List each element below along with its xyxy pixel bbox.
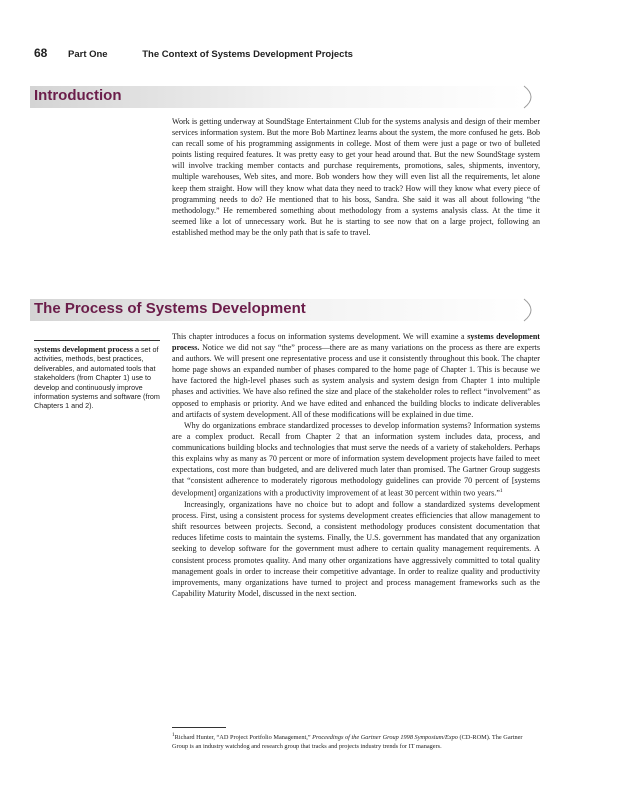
process-paragraph-1 [172,331,540,420]
footnote-text-after: (CD-ROM). The Gartner Group is an industry watchdog and research group that tracks and projects industry trends for IT managers. [172,734,523,750]
part-label: Part One [68,49,108,60]
process-heading-band [30,297,540,323]
p1-text-before: This chapter introduces a focus on information systems development. We will examine a [172,332,468,341]
section-heading-process: The Process of Systems Development [34,300,306,317]
footnote-reference: 1 [499,488,503,495]
key-term-systems-development-process: systems development process. [172,332,540,353]
p2-text: Why do organizations embrace standardized processes to develop information systems? Information systems are a complex product. Recall from Chapter 2 that an information system includes data, process, and communications building blocks and technologies that must serve the needs of a variety of stakeholders. Perhaps this explains why as many as 70 percent or more of information system development projects have failed to meet expectations, cost more than budgeted, and are delivered much later than promised. The Gartner Group suggests that “consistent adherence to moderately rigorous methodology guidelines can provide 70 percent of [systems development] organizations with a productivity improvement of at least 30 percent within two years.” [172,420,540,498]
chapter-title: The Context of Systems Development Projects [142,49,353,60]
process-paragraph-2 [172,420,540,499]
glossary-term: systems development process [34,345,133,354]
running-head [34,46,353,60]
footnote-divider [172,727,226,728]
section-heading-introduction: Introduction [34,87,122,104]
glossary-definition: a set of activities, methods, best practices, deliverables, and automated tools that stakeholders (from Chapter 1) use to develop and continuously improve information systems and software (from Chapters 1 and 2). [34,345,160,411]
footnote-text-before: Richard Hunter, “AD Project Portfolio Management,” [174,734,313,742]
margin-glossary [34,340,160,411]
footnote [172,731,532,752]
footnote-italic-title: Proceedings of the Gartner Group 1998 Symposium/Expo [312,734,458,742]
p1-text-after: Notice we did not say “the” process—there are as many variations on the process as there are experts and authors. We will present one representative process and use it consistently throughout this book. The chapter home page shows an expanded number of phases compared to the home page of Chapter 1. This is because we have factored the high-level phases such as system analysis and system design from Chapter 1 into multiple phases and activities. We have also refined the size and place of the stakeholder roles to reflect “involvement” as opposed to emphasis or priority. And we have edited and enhanced the building blocks to indicate deliverables and artifacts of system development. All of these modifications will be explained in due time. [172,343,540,419]
page-number: 68 [34,46,48,60]
process-body [172,331,540,599]
process-paragraph-3: Increasingly, organizations have no choice but to adopt and follow a standardized systems development process. First, using a consistent process for systems development creates efficiencies that allow management to shift resources between projects. Second, a consistent methodology produces consistent documentation that reduces lifetime costs to maintain the systems. Finally, the U.S. government has mandated that any organization seeking to develop software for the government must adhere to certain quality management requirements. A consistent process promotes quality. And many other organizations have aggressively committed to total quality management goals in order to increase their competitive advantage. In order to realize quality and productivity improvements, many organizations have turned to project and process management frameworks such as the Capability Maturity Model, discussed in the next section. [172,500,540,598]
intro-heading-band [30,84,540,110]
intro-body [172,116,540,238]
intro-paragraph: Work is getting underway at SoundStage Entertainment Club for the systems analysis and design of their member services information system. But the more Bob Martinez learns about the system, the more confused he gets. Bob can recall some of his programming assignments in college. Most of them were just a page or two of bulleted points listing required features. It was pretty easy to get your head around that. But the new SoundStage system will involve tracking member contacts and purchase requirements, promotions, sales, shipments, inventory, multiple warehouses, Web sites, and more. Bob wonders how they will even list all the requirements, let alone keep them straight. How will they know what data they need to track? How will they know what every piece of programming needs to do? He mentioned that to his boss, Sandra. She said it was all about following “the methodology.” He remembered something about methodology from a systems analysis class. At the time it seemed like a lot of unnecessary work. But he is starting to see now that on a large project, following an established method may be the only path that is safe to travel. [172,117,540,237]
footnote-mark: 1 [172,732,175,738]
